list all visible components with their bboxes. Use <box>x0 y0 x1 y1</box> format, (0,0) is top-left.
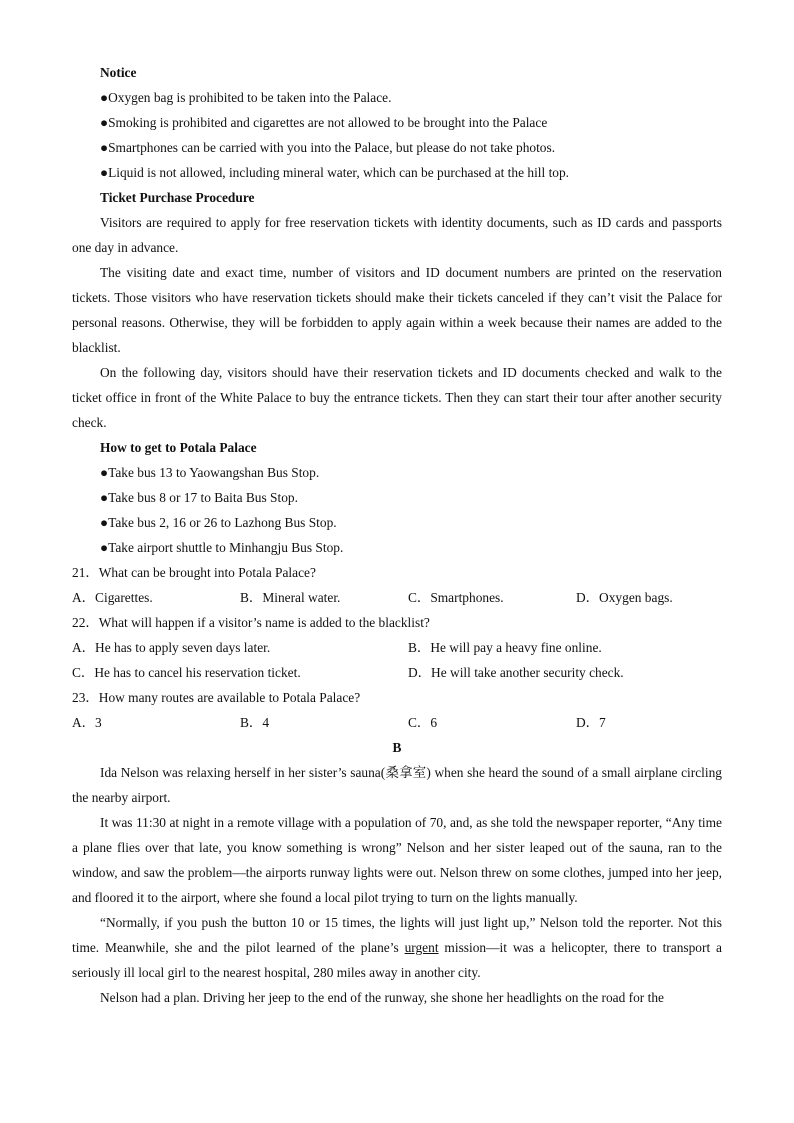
ticket-paragraph: The visiting date and exact time, number of visitors and ID document numbers are printed on the reservation tickets. Those visitors who have reservation tickets should make their tickets canceled if they can’t visit the Palace for personal reasons. Otherwise, they will be forbidden to apply again within a week because their names are added to the blacklist. <box>72 265 722 355</box>
ticket-paragraph: Visitors are required to apply for free reservation tickets with identity documents, such as ID cards and passports one day in advance. <box>72 215 722 255</box>
question-options <box>72 660 722 685</box>
passage-paragraph: Nelson had a plan. Driving her jeep to the end of the runway, she shone her headlights on the road for the <box>100 990 664 1005</box>
document-page <box>72 60 722 1010</box>
option-d: D．7 <box>576 715 606 730</box>
routes-heading: How to get to Potala Palace <box>100 440 257 455</box>
option-d: D．He will take another security check. <box>408 665 624 680</box>
option-d: D．Oxygen bags. <box>576 590 673 605</box>
passage-text: mission—it was a helicopter, there to transport a seriously ill local girl to the nearest hospital, 280 miles away in another city. <box>72 940 722 980</box>
option-b: B．Mineral water. <box>240 590 341 605</box>
passage-paragraph: It was 11:30 at night in a remote village with a population of 70, and, as she told the newspaper reporter, “Any time a plane flies over that late, you know something is wrong” Nelson and her sister leaped out of the sauna, ran to the window, and saw the problem—the airports runway lights were out. Nelson threw on some clothes, jumped into her jeep, and floored it to the airport, where she found a local pilot trying to turn on the lights manually. <box>72 815 722 905</box>
option-c: C．Smartphones. <box>408 590 504 605</box>
passage-text: “Normally, if you push the button 10 or 15 times, the lights will just light up,” Nelson told the reporter. Not this time. Meanwhile, she and the pilot learned of the plane’s <box>72 915 722 955</box>
route-item: ●Take airport shuttle to Minhangju Bus Stop. <box>100 540 344 555</box>
question-options <box>72 710 722 735</box>
passage-paragraph: Ida Nelson was relaxing herself in her sister’s sauna(桑拿室) when she heard the sound of a small airplane circling the nearby airport. <box>72 765 722 805</box>
passage-paragraph <box>72 910 722 985</box>
ticket-heading: Ticket Purchase Procedure <box>100 190 255 205</box>
route-item: ●Take bus 2, 16 or 26 to Lazhong Bus Stop. <box>100 515 337 530</box>
section-label: B <box>392 740 402 755</box>
question-stem: 22．What will happen if a visitor’s name is added to the blacklist? <box>72 615 430 630</box>
notice-item: ●Smartphones can be carried with you into the Palace, but please do not take photos. <box>100 140 556 155</box>
option-a: A．3 <box>72 715 102 730</box>
option-b: B．He will pay a heavy fine online. <box>408 640 602 655</box>
question-stem: 23．How many routes are available to Potala Palace? <box>72 690 361 705</box>
option-b: B．4 <box>240 715 270 730</box>
ticket-paragraph: On the following day, visitors should have their reservation tickets and ID documents checked and walk to the ticket office in front of the White Palace to buy the entrance tickets. Then they can start their tour after another security check. <box>72 365 722 430</box>
option-a: A．He has to apply seven days later. <box>72 640 271 655</box>
option-a: A．Cigarettes. <box>72 590 153 605</box>
question-stem: 21．What can be brought into Potala Palace? <box>72 565 316 580</box>
option-c: C．He has to cancel his reservation ticket. <box>72 665 301 680</box>
notice-item: ●Smoking is prohibited and cigarettes are not allowed to be brought into the Palace <box>100 115 548 130</box>
route-item: ●Take bus 8 or 17 to Baita Bus Stop. <box>100 490 298 505</box>
notice-heading: Notice <box>100 65 137 80</box>
notice-item: ●Liquid is not allowed, including mineral water, which can be purchased at the hill top. <box>100 165 570 180</box>
question-options <box>72 635 722 660</box>
underlined-word: urgent <box>404 940 439 955</box>
question-options <box>72 585 722 610</box>
route-item: ●Take bus 13 to Yaowangshan Bus Stop. <box>100 465 320 480</box>
option-c: C．6 <box>408 715 438 730</box>
notice-item: ●Oxygen bag is prohibited to be taken into the Palace. <box>100 90 392 105</box>
